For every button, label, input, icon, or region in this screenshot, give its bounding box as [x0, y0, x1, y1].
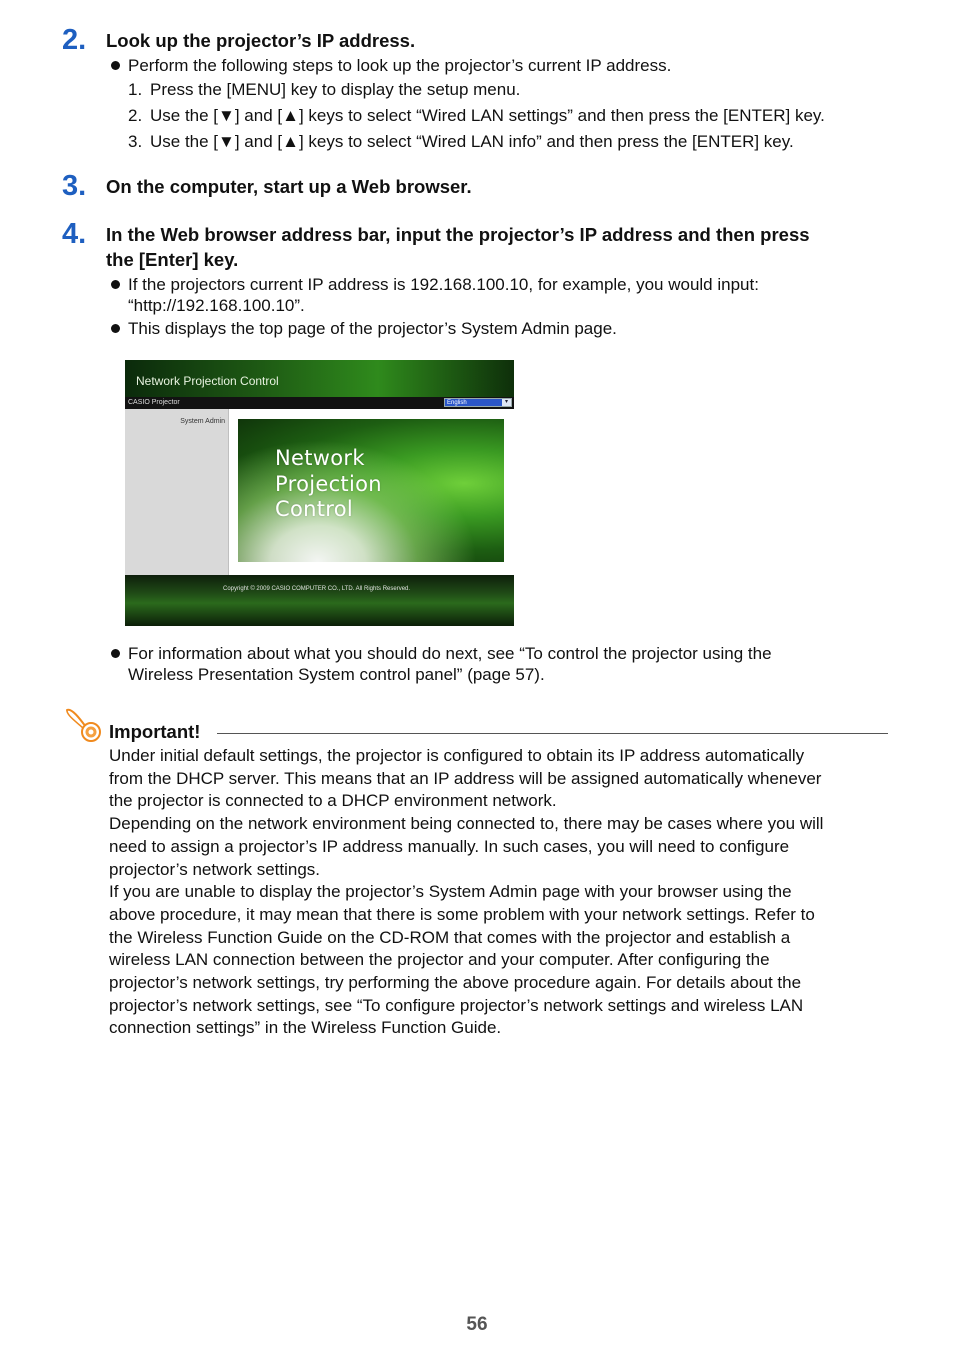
bullet-dot: [111, 61, 120, 70]
step-4-number: 4.: [62, 218, 87, 250]
important-line: need to assign a projector’s IP address manually. In such cases, you will need to configure: [109, 836, 790, 856]
substep-1: [128, 79, 520, 100]
important-line: projector’s network settings, try performing the above procedure again. For details about the: [109, 973, 802, 993]
screenshot-brand-label: CASIO Projector: [128, 399, 180, 406]
screenshot-sidebar: [125, 409, 229, 575]
substep-number: 3.: [128, 132, 143, 151]
chevron-down-icon: ▾: [502, 399, 511, 406]
important-line: the Wireless Function Guide on the CD-ROM that comes with the projector and establish a: [109, 927, 791, 947]
substep-text: Use the [▼] and [▲] keys to select “Wired LAN settings” and then press the [ENTER] key.: [150, 106, 825, 125]
important-heading: Important!: [109, 721, 201, 742]
important-line: connection settings” in the Wireless Function Guide.: [109, 1018, 502, 1038]
sidebar-divider: [228, 409, 229, 575]
step-2-number: 2.: [62, 24, 87, 56]
screenshot-top-bar: [125, 397, 514, 409]
important-divider: [217, 733, 888, 734]
screenshot-header-title: Network Projection Control: [136, 374, 279, 388]
sidebar-item-system-admin[interactable]: System Admin: [180, 418, 225, 425]
important-line: the projector is connected to a DHCP environment network.: [109, 791, 557, 811]
important-line: Under initial default settings, the projector is configured to obtain its IP address automatically: [109, 746, 805, 765]
important-line: wireless LAN connection between the projector and your computer. After configuring the: [109, 950, 770, 970]
bullet-text: This displays the top page of the projector’s System Admin page.: [128, 319, 617, 338]
screenshot-header: [125, 360, 514, 397]
important-line: from the DHCP server. This means that an IP address will be assigned automatically whenever: [109, 768, 822, 788]
banner-title: Network Projection Control: [275, 446, 382, 521]
bullet-dot: [111, 280, 120, 289]
bullet-text-line-1: If the projectors current IP address is 192.168.100.10, for example, you would input:: [128, 275, 759, 294]
step-3-number: 3.: [62, 170, 87, 202]
page-number: 56: [466, 1314, 488, 1335]
step-4-title-line-2: the [Enter] key.: [106, 249, 239, 270]
next-step-bullet: [110, 643, 890, 685]
step-4-title-line-1: In the Web browser address bar, input the projector’s IP address and then press: [106, 224, 810, 245]
language-select-value: English: [447, 400, 467, 406]
step-4-bullet-2: [110, 318, 890, 339]
step-4-title: [106, 222, 896, 272]
important-line: projector’s network settings, see “To configure projector’s network settings and wireless LAN: [109, 995, 804, 1015]
language-select[interactable]: [444, 398, 512, 407]
screenshot-footer: [125, 575, 514, 626]
step-4-bullet-1: [110, 274, 890, 316]
important-line: If you are unable to display the projector’s System Admin page with your browser using the: [109, 882, 792, 902]
bullet-dot: [111, 324, 120, 333]
substep-3: [128, 131, 794, 152]
step-2-bullet: [110, 55, 890, 76]
screenshot-copyright: Copyright © 2009 CASIO COMPUTER CO., LTD. All Rights Reserved.: [223, 586, 411, 592]
bullet-text-line-2: “http://192.168.100.10”.: [128, 296, 305, 315]
substep-2: [128, 105, 825, 126]
substep-number: 1.: [128, 80, 143, 99]
substep-text: Use the [▼] and [▲] keys to select “Wired LAN info” and then press the [ENTER] key.: [150, 132, 794, 151]
step-2-title: Look up the projector’s IP address.: [106, 30, 416, 51]
important-body: [109, 745, 889, 1040]
substep-number: 2.: [128, 106, 143, 125]
substep-text: Press the [MENU] key to display the setup menu.: [150, 80, 521, 99]
important-line: projector’s network settings.: [109, 859, 321, 879]
bullet-text-line-2: Wireless Presentation System control panel” (page 57).: [128, 665, 545, 684]
bullet-text: Perform the following steps to look up the projector’s current IP address.: [128, 56, 672, 75]
screenshot-banner: [238, 419, 504, 562]
important-line: above procedure, it may mean that there is some problem with your network settings. Refer to: [109, 904, 815, 924]
step-3-title: On the computer, start up a Web browser.: [106, 176, 472, 197]
bullet-text-line-1: For information about what you should do next, see “To control the projector using the: [128, 644, 772, 663]
bullet-dot: [111, 649, 120, 658]
system-admin-screenshot: [125, 360, 514, 626]
important-line: Depending on the network environment being connected to, there may be cases where you will: [109, 814, 824, 834]
important-icon: [64, 705, 104, 745]
